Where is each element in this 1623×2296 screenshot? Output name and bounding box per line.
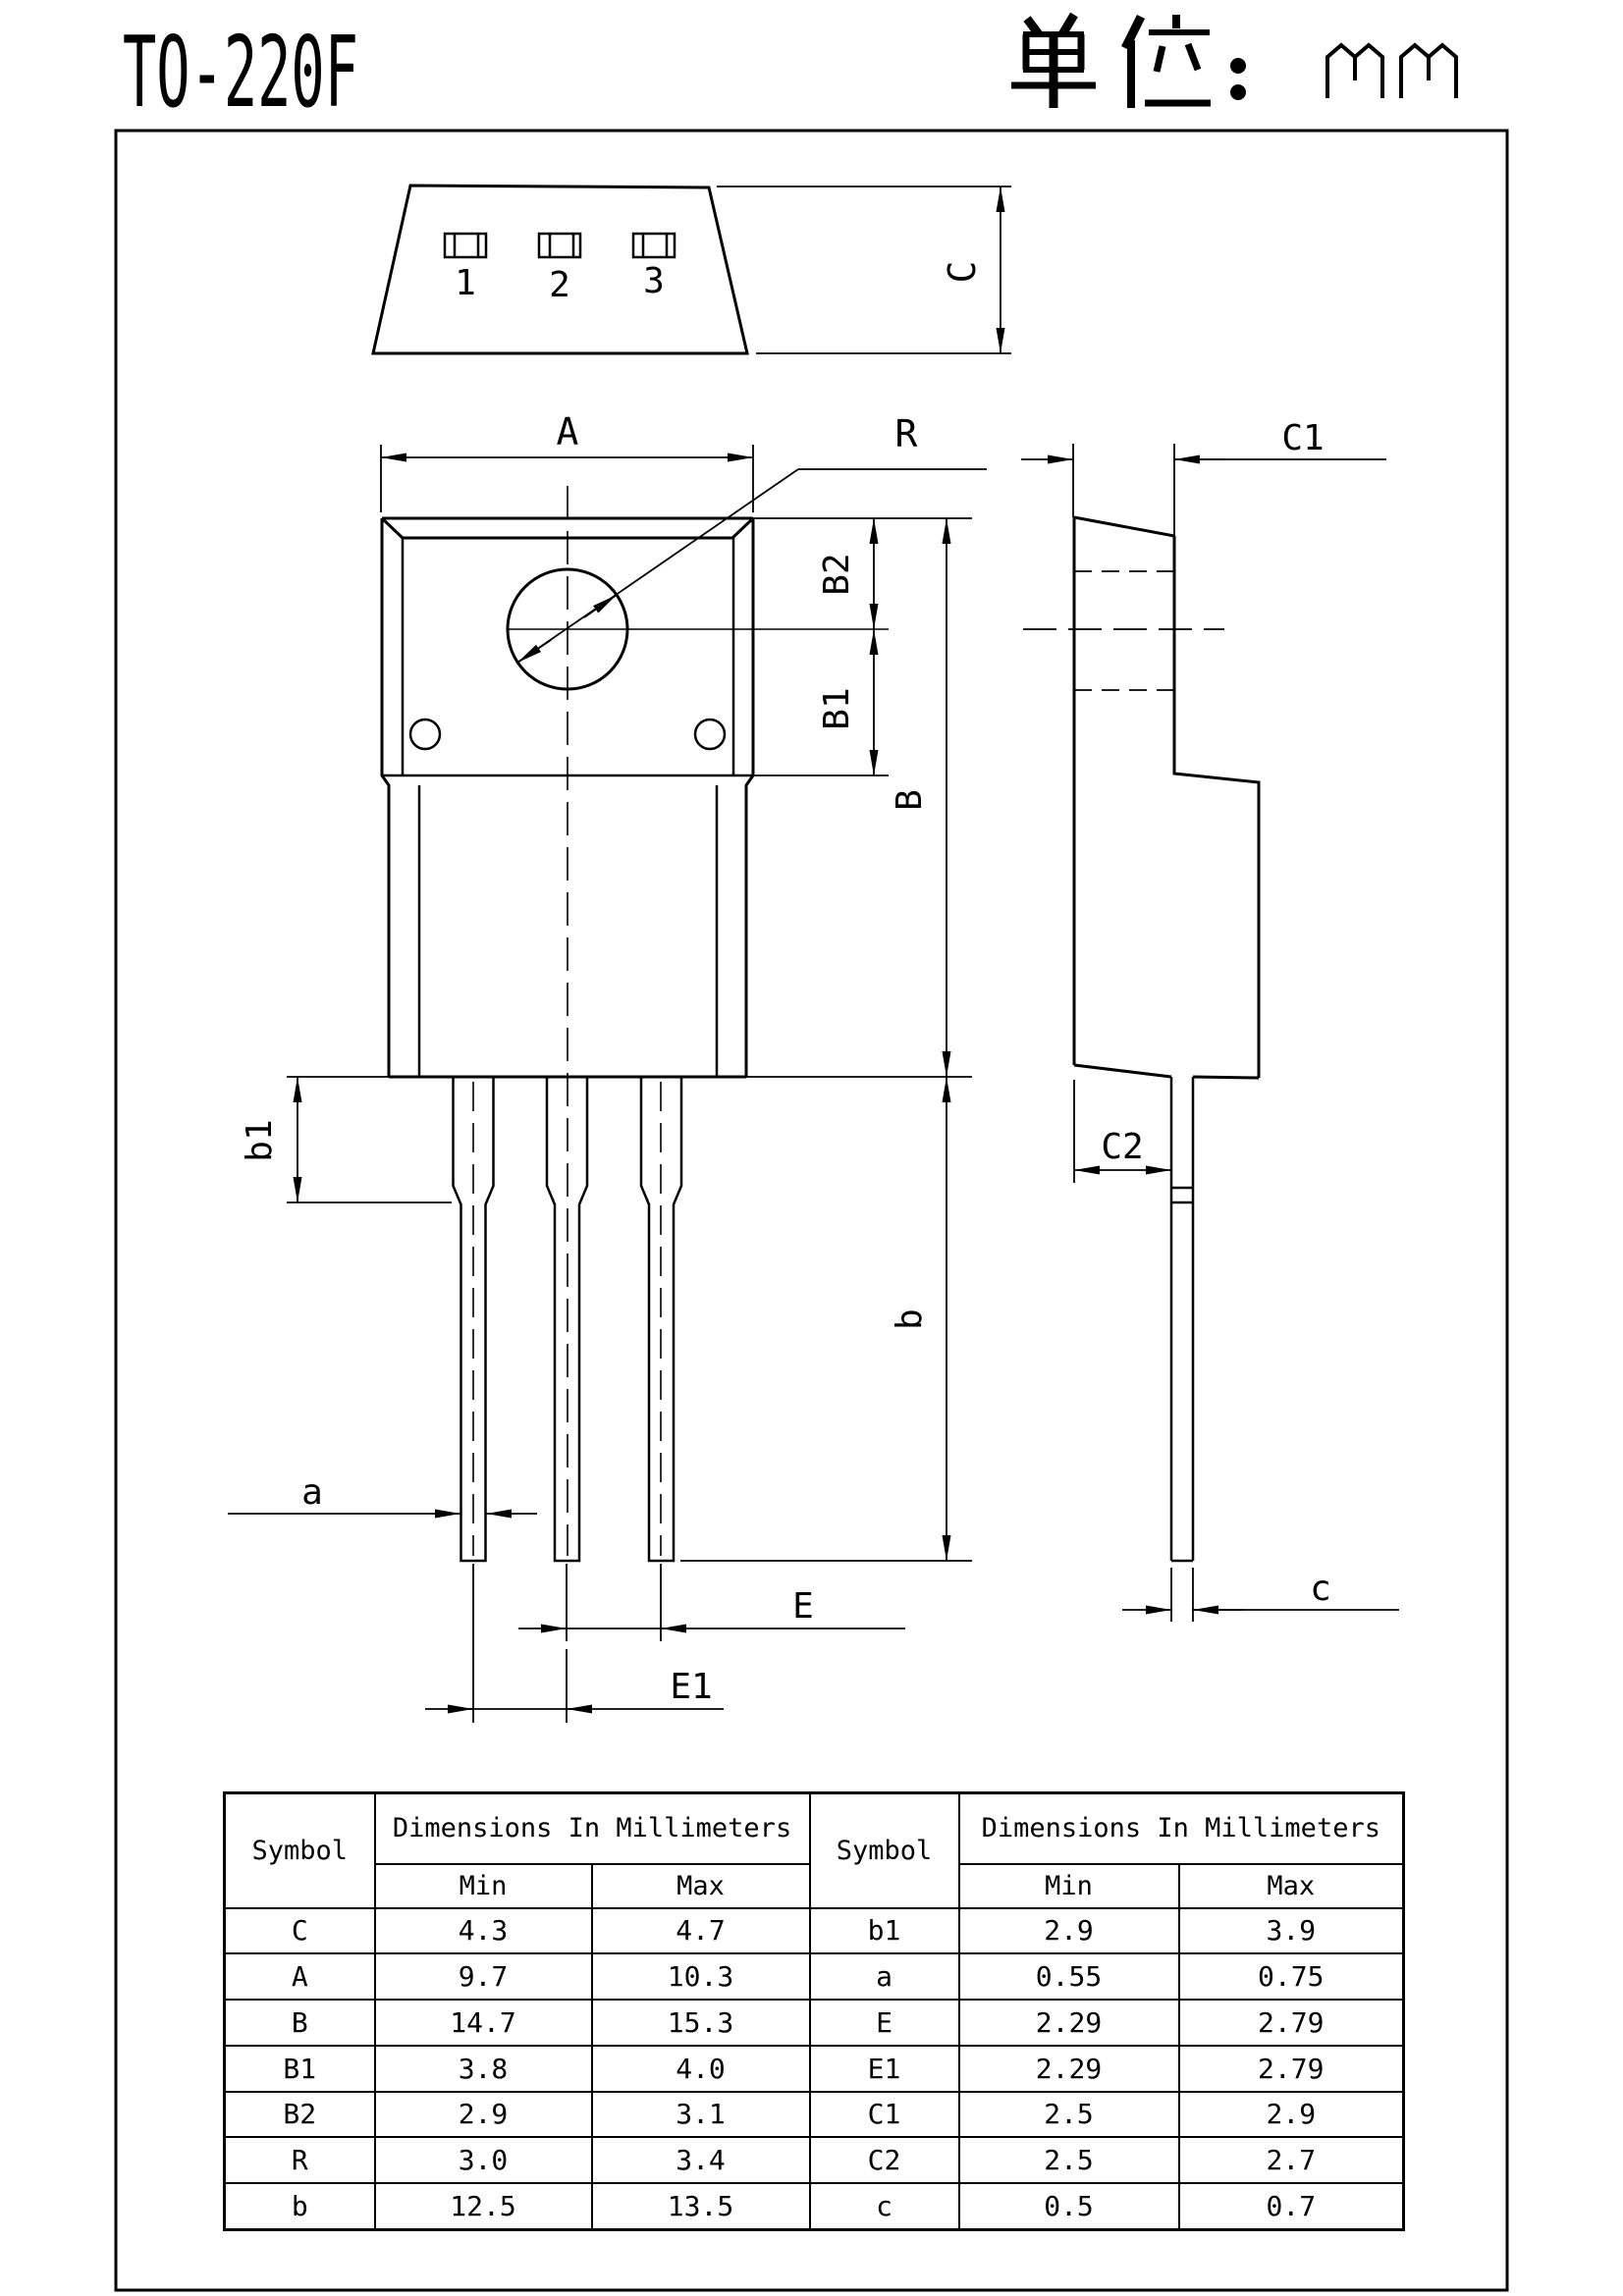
dim-a-width-label: A	[556, 410, 579, 454]
min-cell: 2.9	[375, 2092, 592, 2138]
min-cell: 2.5	[959, 2092, 1179, 2138]
symbol-cell: b1	[810, 1908, 959, 1954]
dim-e1-label: E1	[670, 1667, 713, 1707]
max-cell: 2.79	[1179, 2000, 1404, 2046]
symbol-cell: E	[810, 2000, 959, 2046]
dim-b2	[753, 518, 972, 629]
symbol-cell: E1	[810, 2046, 959, 2092]
dim-e	[518, 1564, 905, 1641]
symbol-cell: B2	[225, 2092, 375, 2138]
dim-c1	[1021, 444, 1386, 536]
table-row	[225, 2046, 1404, 2092]
max-cell: 3.1	[592, 2092, 810, 2138]
symbol-header-right: Symbol	[810, 1793, 959, 1908]
dim-b-body-label: B	[890, 789, 930, 811]
side-view	[1021, 444, 1399, 1622]
max-cell: 2.79	[1179, 2046, 1404, 2092]
pin2-section	[539, 234, 580, 257]
side-hole-hidden-lines	[1074, 571, 1174, 690]
table-row	[225, 2000, 1404, 2046]
max-cell: 2.7	[1179, 2137, 1404, 2183]
unit-colon-glyph	[1230, 58, 1246, 100]
pilot-hole-left	[410, 720, 440, 749]
pin1-section	[445, 234, 486, 257]
max-cell: 10.3	[592, 1953, 810, 2000]
min-cell: 4.3	[375, 1908, 592, 1954]
min-cell: 3.0	[375, 2137, 592, 2183]
unit-cjk-dan-glyph	[1011, 15, 1096, 108]
min-cell: 3.8	[375, 2046, 592, 2092]
pin3-section	[633, 234, 675, 257]
min-cell: 2.29	[959, 2046, 1179, 2092]
dim-b1-shoulder	[287, 1077, 452, 1202]
lead1	[454, 1077, 494, 1561]
max-cell: 2.9	[1179, 2092, 1404, 2138]
min-cell: 0.5	[959, 2183, 1179, 2230]
max-cell: 4.7	[592, 1908, 810, 1954]
min-cell: 14.7	[375, 2000, 592, 2046]
min-cell: 2.9	[959, 1908, 1179, 1954]
pin3-label: 3	[643, 261, 665, 301]
table-row	[225, 2183, 1404, 2230]
min-cell: 9.7	[375, 1953, 592, 2000]
max-cell: 3.9	[1179, 1908, 1404, 1954]
symbol-cell: C	[225, 1908, 375, 1954]
dim-b2-label: B2	[817, 553, 857, 596]
table-row	[225, 1953, 1404, 2000]
dim-e-label: E	[792, 1586, 814, 1627]
dim-b1-shoulder-label: b1	[240, 1119, 280, 1162]
symbol-cell: a	[810, 1953, 959, 2000]
table-row	[225, 1908, 1404, 1954]
symbol-cell: C2	[810, 2137, 959, 2183]
symbol-cell: R	[225, 2137, 375, 2183]
unit-label	[1011, 15, 1456, 108]
dimension-table	[223, 1791, 1402, 2231]
side-body-outline	[1074, 517, 1259, 1078]
table-row	[225, 2137, 1404, 2183]
symbol-cell: B1	[225, 2046, 375, 2092]
symbol-cell: b	[225, 2183, 375, 2230]
side-lead	[1171, 1077, 1193, 1622]
max-cell: 4.0	[592, 2046, 810, 2092]
dim-c-top-label: C	[941, 260, 984, 284]
pin2-label: 2	[549, 265, 570, 305]
dim-c2-label: C2	[1101, 1127, 1144, 1167]
pin1-label: 1	[455, 263, 476, 303]
unit-mm-glyph	[1327, 45, 1456, 98]
dim-r-hole-label: R	[894, 412, 918, 455]
symbol-cell: C1	[810, 2092, 959, 2138]
dims-header-left: Dimensions In Millimeters	[375, 1793, 810, 1864]
max-header-left: Max	[592, 1864, 810, 1908]
min-header-right: Min	[959, 1864, 1179, 1908]
max-cell: 3.4	[592, 2137, 810, 2183]
pilot-hole-right	[695, 720, 725, 749]
symbol-cell: c	[810, 2183, 959, 2230]
dim-c-lead-label: c	[1310, 1569, 1331, 1609]
dim-b-body	[746, 518, 972, 1077]
min-cell: 0.55	[959, 1953, 1179, 2000]
unit-cjk-wei-glyph	[1125, 15, 1211, 108]
symbol-cell: B	[225, 2000, 375, 2046]
max-cell: 15.3	[592, 2000, 810, 2046]
max-cell: 0.75	[1179, 1953, 1404, 2000]
dim-b-lead-label: b	[890, 1308, 930, 1330]
min-cell: 2.5	[959, 2137, 1179, 2183]
lead3	[641, 1077, 681, 1561]
max-header-right: Max	[1179, 1864, 1404, 1908]
min-header-left: Min	[375, 1864, 592, 1908]
min-cell: 2.29	[959, 2000, 1179, 2046]
min-cell: 12.5	[375, 2183, 592, 2230]
max-cell: 0.7	[1179, 2183, 1404, 2230]
symbol-header-left: Symbol	[225, 1793, 375, 1908]
dims-header-right: Dimensions In Millimeters	[959, 1793, 1404, 1864]
front-view	[228, 445, 987, 1723]
page-title: TO-220F	[123, 15, 358, 130]
table-row	[225, 2092, 1404, 2138]
dim-a-lead-label: a	[301, 1472, 323, 1513]
dim-b1-tab-label: B1	[817, 687, 857, 730]
dim-c1-label: C1	[1281, 418, 1325, 458]
symbol-cell: A	[225, 1953, 375, 2000]
max-cell: 13.5	[592, 2183, 810, 2230]
